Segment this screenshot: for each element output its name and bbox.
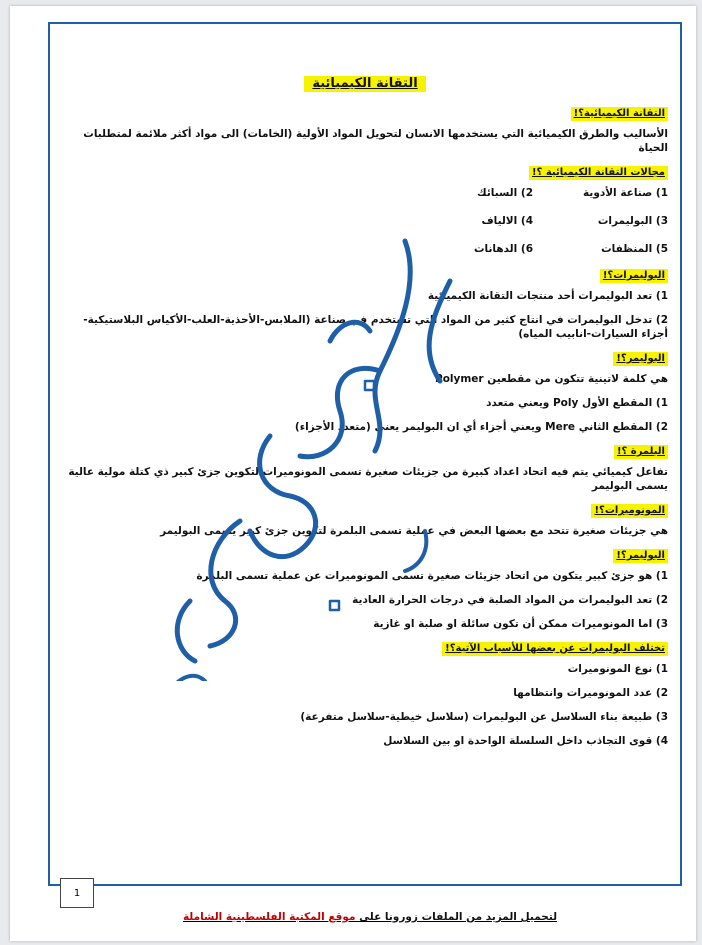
term-polymer: Polymer bbox=[435, 373, 484, 385]
field-item: 2) السبائك bbox=[477, 187, 533, 199]
polymer-fact-3: 3) اما المونوميرات ممكن أن تكون سائلة او صلبة او غازية bbox=[373, 618, 668, 630]
field-item: 6) الدهانات bbox=[473, 243, 533, 255]
difference-reason-2: 2) عدد المونوميرات وانتظامها bbox=[513, 687, 668, 699]
field-item: 4) الالياف bbox=[481, 215, 533, 227]
difference-reason-3: 3) طبيعة بناء السلاسل عن البوليمرات (سلاسل خيطية-سلاسل متفرعة) bbox=[300, 711, 668, 723]
heading-chemical-technology: التقانة الكيميائية؟! bbox=[571, 107, 668, 121]
term-poly: Poly bbox=[552, 397, 579, 409]
polymers-point-2: 2) تدخل البوليمرات في انتاج كثير من المواد التي تستخدم في صناعة (الملابس-الأحذية-العلب-الأكياس البلاستيكية-أجزاء السيارات-انابيب المياه) bbox=[83, 314, 668, 340]
fields-grid bbox=[62, 186, 668, 256]
polymer-part-2: 2) المقطع الثاني Mere ويعني أجزاء أي ان البوليمر يعني (متعدد الأجزاء) bbox=[294, 421, 668, 433]
polymer-part-1: 1) المقطع الأول Poly ويعني متعدد bbox=[486, 397, 668, 409]
field-item: 5) المنظفات bbox=[601, 243, 668, 255]
footer-text: لتحميل المزيد من الملفات زورونا على bbox=[359, 911, 558, 923]
document-page bbox=[10, 6, 696, 941]
polymer-etymology: هي كلمة لاتينية تتكون من مقطعين Polymer bbox=[435, 373, 668, 385]
polymer-fact-2: 2) تعد البوليمرات من المواد الصلبة في درجات الحرارة العادية bbox=[352, 594, 668, 606]
heading-polymer-differences: تختلف البوليمرات عن بعضها للأسباب الآتية؟! bbox=[442, 642, 668, 656]
heading-monomers: المونوميرات؟! bbox=[591, 504, 668, 518]
heading-technology-fields: مجالات التقانة الكيميائية ؟! bbox=[529, 166, 668, 180]
footer-site-link[interactable]: موقع المكتبة الفلسطينية الشاملة bbox=[182, 911, 356, 923]
page-number-box: 1 bbox=[60, 878, 94, 908]
term-mere: Mere bbox=[545, 421, 576, 433]
difference-reason-1: 1) نوع المونوميرات bbox=[567, 663, 668, 675]
document-title: التقانة الكيميائية bbox=[304, 76, 425, 92]
document-content bbox=[62, 76, 668, 758]
field-item: 3) البوليمرات bbox=[597, 215, 668, 227]
title-row bbox=[62, 76, 668, 92]
heading-polymer-2: البوليمر؟! bbox=[613, 549, 668, 563]
definition-polymerization: تفاعل كيميائي يتم فيه اتحاد اعداد كبيرة من جزيئات صغيرة تسمى المونوميرات لتكوين جزئ كبير ذي كتلة مولية عالية يسمى البوليمر bbox=[68, 466, 668, 492]
definition-monomers: هي جزيئات صغيرة تتحد مع بعضها البعض في عملية تسمى البلمرة لتكوين جزئ كبير يسمى البوليمر bbox=[160, 525, 668, 537]
polymer-fact-1: 1) هو جزئ كبير يتكون من اتحاد جزيئات صغيرة تسمى المونوميرات عن عملية تسمى البلمرة bbox=[196, 570, 668, 582]
field-item: 1) صناعة الأدوية bbox=[583, 187, 668, 199]
heading-polymer: البوليمر؟! bbox=[613, 352, 668, 366]
heading-polymerization: البلمرة ؟! bbox=[614, 445, 668, 459]
definition-chemical-technology: الأساليب والطرق الكيميائية التي يستخدمها الانسان لتحويل المواد الأولية (الخامات) الى مواد أكثر ملائمة لمتطلبات الحياة bbox=[83, 128, 668, 154]
difference-reason-4: 4) قوى التجاذب داخل السلسلة الواحدة او بين السلاسل bbox=[383, 735, 668, 747]
heading-polymers: البوليمرات؟! bbox=[600, 269, 668, 283]
footer-banner[interactable] bbox=[180, 911, 560, 923]
polymers-point-1: 1) تعد البوليمرات أحد منتجات التقانة الكيميائية bbox=[427, 290, 668, 302]
